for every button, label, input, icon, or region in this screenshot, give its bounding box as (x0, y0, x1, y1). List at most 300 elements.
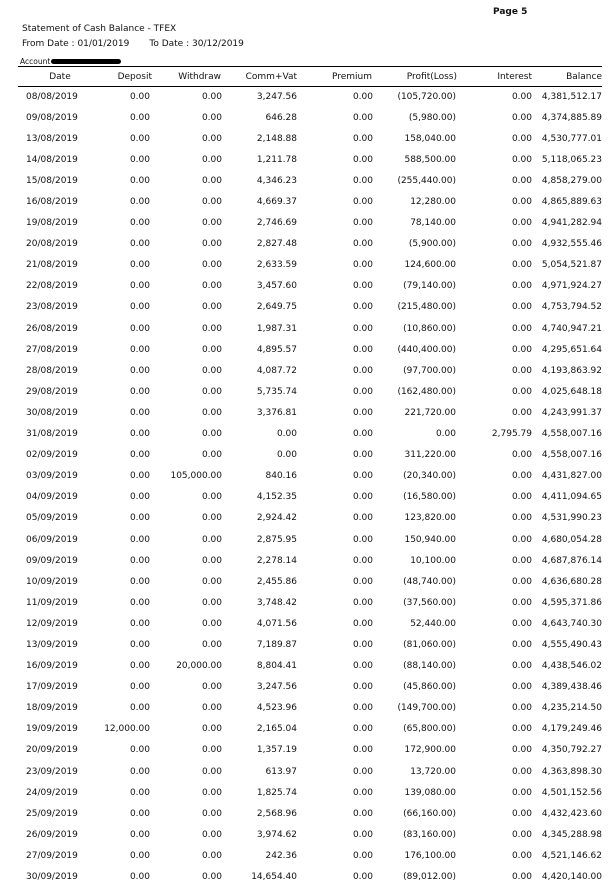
cell-date: 04/09/2019 (26, 492, 78, 503)
cell-comm-vat: 0.00 (276, 450, 297, 461)
table-row (18, 529, 602, 550)
cell-interest: 0.00 (511, 745, 532, 756)
cell-interest: 0.00 (511, 323, 532, 334)
cell-date: 11/09/2019 (26, 597, 78, 608)
table-row (18, 634, 602, 655)
cell-date: 19/08/2019 (26, 218, 78, 229)
cell-profit-loss: (16,580.00) (403, 492, 456, 503)
cell-profit-loss: 10,100.00 (410, 555, 456, 566)
cell-interest: 0.00 (511, 344, 532, 355)
cell-withdraw: 20,000.00 (176, 661, 222, 672)
column-header-profit-loss: Profit(Loss) (406, 71, 457, 82)
cell-comm-vat: 2,875.95 (256, 534, 297, 545)
cell-deposit: 0.00 (129, 576, 150, 587)
cell-deposit: 0.00 (129, 91, 150, 102)
cell-balance: 4,680,054.28 (541, 534, 602, 545)
cell-withdraw: 0.00 (201, 682, 222, 693)
cell-deposit: 0.00 (129, 218, 150, 229)
cell-profit-loss: (37,560.00) (403, 597, 456, 608)
cell-balance: 4,932,555.46 (541, 239, 602, 250)
cell-premium: 0.00 (352, 555, 373, 566)
cell-withdraw: 105,000.00 (170, 471, 222, 482)
cell-date: 13/08/2019 (26, 133, 78, 144)
cell-profit-loss: (97,700.00) (403, 365, 456, 376)
cell-comm-vat: 5,735.74 (256, 386, 297, 397)
cell-withdraw: 0.00 (201, 133, 222, 144)
column-header-withdraw: Withdraw (178, 71, 221, 82)
cell-deposit: 0.00 (129, 175, 150, 186)
cell-comm-vat: 2,455.86 (256, 576, 297, 587)
cell-withdraw: 0.00 (201, 450, 222, 461)
cell-withdraw: 0.00 (201, 513, 222, 524)
cell-balance: 4,432,423.60 (541, 808, 602, 819)
cell-balance: 4,971,924.27 (541, 281, 602, 292)
table-row (18, 213, 602, 234)
cell-balance: 4,595,371.86 (541, 597, 602, 608)
cell-profit-loss: (20,340.00) (403, 471, 456, 482)
cell-interest: 0.00 (511, 154, 532, 165)
cell-balance: 4,350,792.27 (541, 745, 602, 756)
from-date-label: From Date : (22, 39, 75, 49)
cell-deposit: 0.00 (129, 260, 150, 271)
cell-interest: 0.00 (511, 618, 532, 629)
cell-profit-loss: (45,860.00) (403, 682, 456, 693)
cell-premium: 0.00 (352, 175, 373, 186)
cell-premium: 0.00 (352, 766, 373, 777)
cell-profit-loss: 12,280.00 (410, 197, 456, 208)
cell-deposit: 0.00 (129, 407, 150, 418)
table-row (18, 803, 602, 824)
cell-comm-vat: 3,748.42 (256, 597, 297, 608)
cell-deposit: 0.00 (129, 197, 150, 208)
cell-profit-loss: (162,480.00) (397, 386, 456, 397)
cell-balance: 4,501,152.56 (541, 787, 602, 798)
table-row (18, 571, 602, 592)
cell-profit-loss: 124,600.00 (404, 260, 456, 271)
cell-profit-loss: (66,160.00) (403, 808, 456, 819)
cell-profit-loss: 311,220.00 (404, 450, 456, 461)
cell-date: 25/09/2019 (26, 808, 78, 819)
cell-withdraw: 0.00 (201, 808, 222, 819)
cell-deposit: 0.00 (129, 365, 150, 376)
cell-balance: 4,345,288.98 (541, 829, 602, 840)
table-row (18, 360, 602, 381)
cell-comm-vat: 1,825.74 (256, 787, 297, 798)
cell-interest: 0.00 (511, 703, 532, 714)
cell-date: 21/08/2019 (26, 260, 78, 271)
cell-comm-vat: 1,211.78 (256, 154, 297, 165)
cell-interest: 0.00 (511, 661, 532, 672)
cell-comm-vat: 14,654.40 (251, 872, 297, 883)
cell-deposit: 0.00 (129, 703, 150, 714)
cell-date: 08/08/2019 (26, 91, 78, 102)
cell-comm-vat: 840.16 (265, 471, 297, 482)
cell-profit-loss: (440,400.00) (397, 344, 456, 355)
cell-premium: 0.00 (352, 197, 373, 208)
cell-withdraw: 0.00 (201, 576, 222, 587)
cell-comm-vat: 2,165.04 (256, 724, 297, 735)
cell-balance: 4,555,490.43 (541, 639, 602, 650)
cell-premium: 0.00 (352, 323, 373, 334)
cell-interest: 0.00 (511, 787, 532, 798)
cell-premium: 0.00 (352, 91, 373, 102)
statement-title: Statement of Cash Balance - TFEX (22, 24, 177, 34)
cell-deposit: 0.00 (129, 492, 150, 503)
cell-balance: 4,411,094.65 (541, 492, 602, 503)
cell-profit-loss: (79,140.00) (403, 281, 456, 292)
table-row (18, 656, 602, 677)
cell-date: 24/09/2019 (26, 787, 78, 798)
cell-premium: 0.00 (352, 513, 373, 524)
to-date-value: 30/12/2019 (192, 39, 244, 49)
cell-premium: 0.00 (352, 850, 373, 861)
cell-premium: 0.00 (352, 112, 373, 123)
cell-withdraw: 0.00 (201, 407, 222, 418)
cell-premium: 0.00 (352, 787, 373, 798)
cell-profit-loss: (88,140.00) (403, 661, 456, 672)
cell-interest: 0.00 (511, 471, 532, 482)
cell-profit-loss: 150,940.00 (404, 534, 456, 545)
cell-premium: 0.00 (352, 829, 373, 840)
cell-date: 15/08/2019 (26, 175, 78, 186)
cell-interest: 0.00 (511, 112, 532, 123)
cell-balance: 4,858,279.00 (541, 175, 602, 186)
cell-premium: 0.00 (352, 597, 373, 608)
cell-withdraw: 0.00 (201, 239, 222, 250)
account-label: Account (20, 57, 51, 66)
cell-deposit: 0.00 (129, 323, 150, 334)
cell-balance: 4,558,007.16 (541, 429, 602, 440)
cell-deposit: 0.00 (129, 618, 150, 629)
cell-profit-loss: 78,140.00 (410, 218, 456, 229)
cell-profit-loss: (5,980.00) (408, 112, 456, 123)
table-row (18, 824, 602, 845)
cell-profit-loss: (89,012.00) (403, 872, 456, 883)
cell-comm-vat: 4,087.72 (256, 365, 297, 376)
cell-deposit: 0.00 (129, 829, 150, 840)
cell-balance: 4,243,991.37 (541, 407, 602, 418)
cell-premium: 0.00 (352, 492, 373, 503)
cell-premium: 0.00 (352, 365, 373, 376)
cell-deposit: 0.00 (129, 450, 150, 461)
cell-balance: 4,025,648.18 (541, 386, 602, 397)
cell-withdraw: 0.00 (201, 829, 222, 840)
cell-balance: 4,558,007.16 (541, 450, 602, 461)
cell-date: 12/09/2019 (26, 618, 78, 629)
cell-comm-vat: 3,247.56 (256, 91, 297, 102)
cell-profit-loss: 221,720.00 (404, 407, 456, 418)
table-row (18, 170, 602, 191)
cell-comm-vat: 4,523.96 (256, 703, 297, 714)
cell-profit-loss: 139,080.00 (404, 787, 456, 798)
cell-balance: 4,420,140.00 (541, 872, 602, 883)
cell-comm-vat: 3,457.60 (256, 281, 297, 292)
cell-deposit: 0.00 (129, 429, 150, 440)
cell-date: 19/09/2019 (26, 724, 78, 735)
cell-profit-loss: 52,440.00 (410, 618, 456, 629)
cell-profit-loss: (149,700.00) (397, 703, 456, 714)
cell-date: 23/08/2019 (26, 302, 78, 313)
cell-interest: 0.00 (511, 534, 532, 545)
table-row (18, 866, 602, 887)
cell-comm-vat: 7,189.87 (256, 639, 297, 650)
table-row (18, 466, 602, 487)
cell-comm-vat: 1,357.19 (256, 745, 297, 756)
cell-date: 16/08/2019 (26, 197, 78, 208)
cell-date: 09/08/2019 (26, 112, 78, 123)
cell-deposit: 0.00 (129, 639, 150, 650)
cell-premium: 0.00 (352, 450, 373, 461)
table-row (18, 128, 602, 149)
table-row (18, 508, 602, 529)
cell-deposit: 0.00 (129, 534, 150, 545)
cell-interest: 0.00 (511, 639, 532, 650)
cell-withdraw: 0.00 (201, 745, 222, 756)
cell-date: 27/09/2019 (26, 850, 78, 861)
cell-withdraw: 0.00 (201, 175, 222, 186)
cell-date: 23/09/2019 (26, 766, 78, 777)
cell-date: 09/09/2019 (26, 555, 78, 566)
cell-date: 03/09/2019 (26, 471, 78, 482)
cell-balance: 4,381,512.17 (541, 91, 602, 102)
cell-comm-vat: 2,278.14 (256, 555, 297, 566)
table-row (18, 445, 602, 466)
cell-date: 18/09/2019 (26, 703, 78, 714)
table-row (18, 339, 602, 360)
table-row (18, 761, 602, 782)
cell-date: 26/08/2019 (26, 323, 78, 334)
cell-deposit: 0.00 (129, 682, 150, 693)
cell-interest: 0.00 (511, 576, 532, 587)
page-number: Page 5 (493, 7, 528, 17)
cell-withdraw: 0.00 (201, 597, 222, 608)
cell-date: 30/08/2019 (26, 407, 78, 418)
cell-profit-loss: (83,160.00) (403, 829, 456, 840)
cell-interest: 0.00 (511, 386, 532, 397)
cell-withdraw: 0.00 (201, 112, 222, 123)
cell-deposit: 12,000.00 (104, 724, 150, 735)
cell-withdraw: 0.00 (201, 534, 222, 545)
cell-balance: 4,295,651.64 (541, 344, 602, 355)
table-row (18, 740, 602, 761)
cell-balance: 5,054,521.87 (541, 260, 602, 271)
cell-profit-loss: (105,720.00) (397, 91, 456, 102)
cell-balance: 4,643,740.30 (541, 618, 602, 629)
cell-withdraw: 0.00 (201, 724, 222, 735)
cell-deposit: 0.00 (129, 239, 150, 250)
table-row (18, 381, 602, 402)
cell-profit-loss: 0.00 (435, 429, 456, 440)
cell-deposit: 0.00 (129, 766, 150, 777)
table-row (18, 149, 602, 170)
table-row (18, 613, 602, 634)
cell-date: 05/09/2019 (26, 513, 78, 524)
cell-interest: 0.00 (511, 450, 532, 461)
cell-interest: 0.00 (511, 766, 532, 777)
cell-interest: 0.00 (511, 872, 532, 883)
cell-withdraw: 0.00 (201, 344, 222, 355)
cell-balance: 4,389,438.46 (541, 682, 602, 693)
cell-balance: 4,865,889.63 (541, 197, 602, 208)
cell-interest: 0.00 (511, 133, 532, 144)
account-redaction (51, 59, 121, 64)
cell-profit-loss: (5,900.00) (408, 239, 456, 250)
cell-withdraw: 0.00 (201, 260, 222, 271)
cell-withdraw: 0.00 (201, 281, 222, 292)
cell-interest: 0.00 (511, 365, 532, 376)
table-row (18, 782, 602, 803)
table-row (18, 592, 602, 613)
cell-deposit: 0.00 (129, 745, 150, 756)
table-row (18, 719, 602, 740)
cell-withdraw: 0.00 (201, 850, 222, 861)
cell-interest: 0.00 (511, 175, 532, 186)
cell-date: 28/08/2019 (26, 365, 78, 376)
cell-comm-vat: 4,346.23 (256, 175, 297, 186)
cell-premium: 0.00 (352, 682, 373, 693)
cell-balance: 4,431,827.00 (541, 471, 602, 482)
cell-comm-vat: 2,568.96 (256, 808, 297, 819)
cell-comm-vat: 3,376.81 (256, 407, 297, 418)
cell-profit-loss: (65,800.00) (403, 724, 456, 735)
cell-premium: 0.00 (352, 281, 373, 292)
cell-balance: 4,521,146.62 (541, 850, 602, 861)
column-header-premium: Premium (331, 71, 372, 82)
table-row (18, 677, 602, 698)
cell-premium: 0.00 (352, 745, 373, 756)
cell-comm-vat: 3,974.62 (256, 829, 297, 840)
column-header-comm-vat: Comm+Vat (245, 71, 297, 82)
cell-premium: 0.00 (352, 133, 373, 144)
cell-balance: 4,753,794.52 (541, 302, 602, 313)
cell-withdraw: 0.00 (201, 91, 222, 102)
cell-balance: 5,118,065.23 (541, 154, 602, 165)
cell-comm-vat: 2,633.59 (256, 260, 297, 271)
cell-deposit: 0.00 (129, 154, 150, 165)
cell-profit-loss: (215,480.00) (397, 302, 456, 313)
cell-profit-loss: (255,440.00) (397, 175, 456, 186)
cell-withdraw: 0.00 (201, 218, 222, 229)
cell-premium: 0.00 (352, 576, 373, 587)
table-row (18, 276, 602, 297)
cell-interest: 0.00 (511, 239, 532, 250)
cell-profit-loss: 176,100.00 (404, 850, 456, 861)
cell-interest: 0.00 (511, 829, 532, 840)
cell-profit-loss: (81,060.00) (403, 639, 456, 650)
cell-deposit: 0.00 (129, 344, 150, 355)
cell-date: 16/09/2019 (26, 661, 78, 672)
cell-comm-vat: 2,827.48 (256, 239, 297, 250)
cell-interest: 0.00 (511, 197, 532, 208)
cell-deposit: 0.00 (129, 787, 150, 798)
cell-premium: 0.00 (352, 386, 373, 397)
cell-balance: 4,438,546.02 (541, 661, 602, 672)
cell-deposit: 0.00 (129, 386, 150, 397)
cell-comm-vat: 0.00 (276, 429, 297, 440)
date-range (22, 39, 244, 49)
cell-profit-loss: 158,040.00 (404, 133, 456, 144)
cell-withdraw: 0.00 (201, 365, 222, 376)
cell-date: 10/09/2019 (26, 576, 78, 587)
cell-balance: 4,941,282.94 (541, 218, 602, 229)
cell-withdraw: 0.00 (201, 197, 222, 208)
cell-balance: 4,636,680.28 (541, 576, 602, 587)
cell-comm-vat: 4,669.37 (256, 197, 297, 208)
cell-comm-vat: 4,152.35 (256, 492, 297, 503)
table-row (18, 107, 602, 128)
cell-withdraw: 0.00 (201, 787, 222, 798)
cell-premium: 0.00 (352, 302, 373, 313)
cell-premium: 0.00 (352, 260, 373, 271)
cell-deposit: 0.00 (129, 661, 150, 672)
table-row (18, 402, 602, 423)
cell-balance: 4,193,863.92 (541, 365, 602, 376)
cell-interest: 0.00 (511, 555, 532, 566)
cell-balance: 4,363,898.30 (541, 766, 602, 777)
cell-profit-loss: 123,820.00 (404, 513, 456, 524)
from-date-value: 01/01/2019 (77, 39, 130, 49)
cell-profit-loss: (10,860.00) (403, 323, 456, 334)
cell-deposit: 0.00 (129, 597, 150, 608)
cell-withdraw: 0.00 (201, 323, 222, 334)
cell-date: 29/08/2019 (26, 386, 78, 397)
cell-premium: 0.00 (352, 471, 373, 482)
table-row (18, 86, 602, 107)
cell-comm-vat: 242.36 (265, 850, 297, 861)
table-body (18, 86, 602, 888)
cell-deposit: 0.00 (129, 133, 150, 144)
cell-interest: 0.00 (511, 281, 532, 292)
cash-balance-table (18, 67, 602, 888)
cell-balance: 4,374,885.89 (541, 112, 602, 123)
cell-premium: 0.00 (352, 218, 373, 229)
cell-interest: 0.00 (511, 808, 532, 819)
cell-comm-vat: 3,247.56 (256, 682, 297, 693)
cell-interest: 2,795.79 (491, 429, 532, 440)
cell-profit-loss: (48,740.00) (403, 576, 456, 587)
cell-withdraw: 0.00 (201, 154, 222, 165)
cell-interest: 0.00 (511, 724, 532, 735)
cell-deposit: 0.00 (129, 555, 150, 566)
cell-premium: 0.00 (352, 534, 373, 545)
table-row (18, 234, 602, 255)
cell-comm-vat: 4,895.57 (256, 344, 297, 355)
cell-date: 13/09/2019 (26, 639, 78, 650)
cell-premium: 0.00 (352, 724, 373, 735)
cell-premium: 0.00 (352, 239, 373, 250)
cell-balance: 4,235,214.50 (541, 703, 602, 714)
cell-interest: 0.00 (511, 850, 532, 861)
cell-interest: 0.00 (511, 492, 532, 503)
cell-date: 17/09/2019 (26, 682, 78, 693)
cell-withdraw: 0.00 (201, 703, 222, 714)
cell-deposit: 0.00 (129, 808, 150, 819)
cell-withdraw: 0.00 (201, 639, 222, 650)
cell-date: 14/08/2019 (26, 154, 78, 165)
cell-date: 20/09/2019 (26, 745, 78, 756)
cell-comm-vat: 2,924.42 (256, 513, 297, 524)
column-header-date: Date (49, 71, 71, 82)
cell-date: 02/09/2019 (26, 450, 78, 461)
cell-premium: 0.00 (352, 872, 373, 883)
cell-deposit: 0.00 (129, 471, 150, 482)
cell-withdraw: 0.00 (201, 872, 222, 883)
cell-withdraw: 0.00 (201, 386, 222, 397)
cell-interest: 0.00 (511, 682, 532, 693)
cell-deposit: 0.00 (129, 112, 150, 123)
cell-deposit: 0.00 (129, 513, 150, 524)
cell-premium: 0.00 (352, 703, 373, 714)
